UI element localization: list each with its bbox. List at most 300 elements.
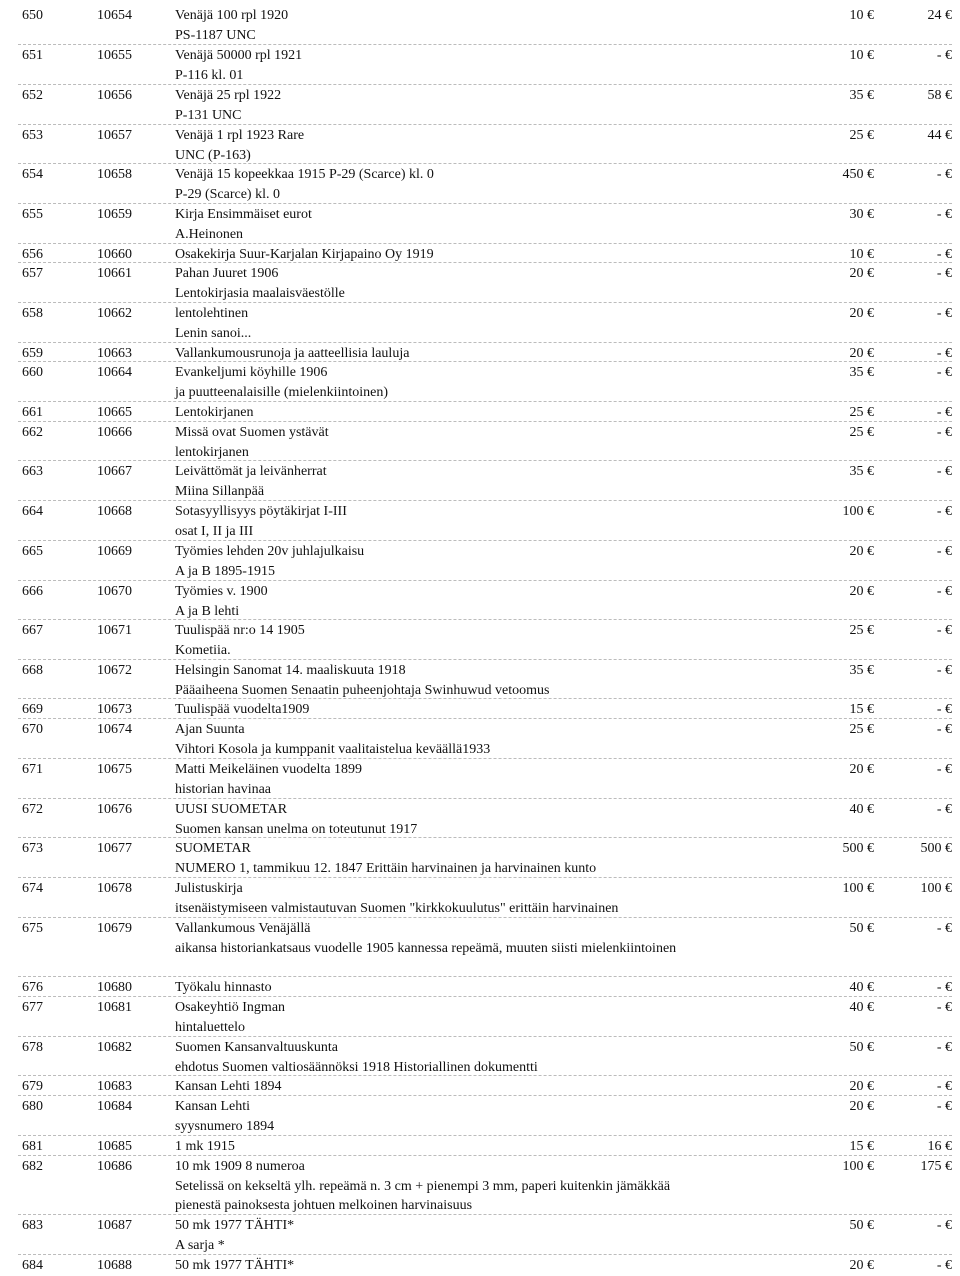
sold-price: 24 € (927, 8, 952, 23)
lot-row (18, 1077, 952, 1097)
sold-price: - € (936, 702, 952, 717)
row-divider (18, 698, 952, 699)
item-number: 663 (22, 464, 43, 479)
starting-price: 50 € (849, 921, 874, 936)
lot-id: 10676 (97, 802, 132, 817)
lot-entry (18, 46, 952, 83)
item-number: 684 (22, 1258, 43, 1273)
item-number: 670 (22, 722, 43, 737)
lot-id: 10667 (97, 464, 132, 479)
item-title: Osakekirja Suur-Karjalan Kirjapaino Oy 1919 (175, 247, 434, 262)
starting-price: 15 € (849, 1139, 874, 1154)
lot-entry (18, 760, 952, 797)
item-number: 671 (22, 762, 43, 777)
lot-row (18, 1097, 952, 1117)
sold-price: - € (936, 921, 952, 936)
item-description: P-131 UNC (175, 108, 242, 123)
item-title: 50 mk 1977 TÄHTI* (175, 1218, 295, 1233)
item-description: P-29 (Scarce) kl. 0 (175, 187, 280, 202)
item-number: 683 (22, 1218, 43, 1233)
item-number: 657 (22, 266, 43, 281)
sold-price: 58 € (927, 88, 952, 103)
row-divider (18, 401, 952, 402)
item-number: 651 (22, 48, 43, 63)
item-description-extra: pienestä painoksesta johtuen melkoinen harvinaisuus (175, 1198, 473, 1213)
row-divider (18, 758, 952, 759)
lot-row (18, 700, 952, 720)
lot-entry (18, 1137, 952, 1157)
starting-price: 10 € (849, 48, 874, 63)
lot-row (18, 1157, 952, 1177)
lot-entry (18, 205, 952, 242)
item-title: Sotasyyllisyys pöytäkirjat I-III (175, 504, 347, 519)
lot-row (18, 998, 952, 1018)
row-divider (18, 361, 952, 362)
sold-price: - € (936, 663, 952, 678)
starting-price: 15 € (849, 702, 874, 717)
row-divider (18, 1254, 952, 1255)
lot-row (18, 205, 952, 225)
lot-row (18, 1216, 952, 1236)
item-title: Työmies v. 1900 (175, 584, 268, 599)
row-divider (18, 1036, 952, 1037)
sold-price: - € (936, 425, 952, 440)
item-number: 666 (22, 584, 43, 599)
item-description: A ja B lehti (175, 604, 240, 619)
item-title: 1 mk 1915 (175, 1139, 235, 1154)
lot-entry (18, 502, 952, 539)
sold-price: 16 € (927, 1139, 952, 1154)
lot-id: 10686 (97, 1159, 132, 1174)
sold-price: 175 € (920, 1159, 952, 1174)
lot-id: 10659 (97, 207, 132, 222)
item-title: Venäjä 50000 rpl 1921 (175, 48, 303, 63)
lot-id: 10677 (97, 841, 132, 856)
lot-entry (18, 86, 952, 123)
lot-entry (18, 582, 952, 619)
sold-price: 44 € (927, 128, 952, 143)
item-number: 662 (22, 425, 43, 440)
sold-price: - € (936, 346, 952, 361)
item-number: 659 (22, 346, 43, 361)
lot-id: 10680 (97, 980, 132, 995)
starting-price: 20 € (849, 584, 874, 599)
item-description: P-116 kl. 01 (175, 68, 244, 83)
lot-row (18, 126, 952, 146)
sold-price: - € (936, 365, 952, 380)
lot-id: 10685 (97, 1139, 132, 1154)
lot-entry (18, 165, 952, 202)
item-title: 10 mk 1909 8 numeroa (175, 1159, 305, 1174)
row-divider (18, 262, 952, 263)
item-number: 667 (22, 623, 43, 638)
lot-entry (18, 1256, 952, 1276)
lot-id: 10654 (97, 8, 132, 23)
lot-id: 10684 (97, 1099, 132, 1114)
lot-entry (18, 1216, 952, 1253)
lot-entry (18, 998, 952, 1035)
sold-price: - € (936, 207, 952, 222)
row-divider (18, 1075, 952, 1076)
item-title: lentolehtinen (175, 306, 249, 321)
item-title: Kansan Lehti 1894 (175, 1079, 282, 1094)
lot-id: 10683 (97, 1079, 132, 1094)
item-number: 664 (22, 504, 43, 519)
row-divider (18, 1095, 952, 1096)
row-divider (18, 837, 952, 838)
row-divider (18, 718, 952, 719)
row-divider (18, 1155, 952, 1156)
item-title: Venäjä 15 kopeekkaa 1915 P-29 (Scarce) kl. 0 (175, 167, 434, 182)
item-title: Tuulispää nr:o 14 1905 (175, 623, 305, 638)
lot-id: 10664 (97, 365, 132, 380)
item-description: NUMERO 1, tammikuu 12. 1847 Erittäin harvinainen ja harvinainen kunto (175, 861, 597, 876)
item-number: 680 (22, 1099, 43, 1114)
lot-entry (18, 6, 952, 43)
row-divider (18, 996, 952, 997)
item-description: itsenäistymiseen valmistautuvan Suomen "kirkkokuulutus" erittäin harvinainen (175, 901, 619, 916)
lot-row (18, 1137, 952, 1157)
item-number: 675 (22, 921, 43, 936)
sold-price: - € (936, 306, 952, 321)
row-divider (18, 619, 952, 620)
lot-id: 10660 (97, 247, 132, 262)
lot-entry (18, 542, 952, 579)
row-divider (18, 243, 952, 244)
starting-price: 10 € (849, 247, 874, 262)
lot-id: 10662 (97, 306, 132, 321)
lot-id: 10675 (97, 762, 132, 777)
starting-price: 20 € (849, 1079, 874, 1094)
item-number: 672 (22, 802, 43, 817)
starting-price: 20 € (849, 762, 874, 777)
lot-row (18, 542, 952, 562)
lot-row (18, 363, 952, 383)
lot-id: 10688 (97, 1258, 132, 1273)
item-number: 658 (22, 306, 43, 321)
row-divider (18, 421, 952, 422)
starting-price: 25 € (849, 405, 874, 420)
row-divider (18, 976, 952, 977)
lot-entry (18, 304, 952, 341)
sold-price: - € (936, 802, 952, 817)
starting-price: 20 € (849, 1099, 874, 1114)
lot-id: 10671 (97, 623, 132, 638)
item-number: 652 (22, 88, 43, 103)
starting-price: 20 € (849, 306, 874, 321)
lot-id: 10661 (97, 266, 132, 281)
lot-entry (18, 1038, 952, 1075)
item-title: Ajan Suunta (175, 722, 245, 737)
starting-price: 25 € (849, 128, 874, 143)
item-title: 50 mk 1977 TÄHTI* (175, 1258, 295, 1273)
starting-price: 10 € (849, 8, 874, 23)
item-description: syysnumero 1894 (175, 1119, 275, 1134)
lot-row (18, 760, 952, 780)
starting-price: 40 € (849, 802, 874, 817)
lot-entry (18, 621, 952, 658)
lot-row (18, 582, 952, 602)
row-divider (18, 302, 952, 303)
row-divider (18, 917, 952, 918)
item-title: Missä ovat Suomen ystävät (175, 425, 329, 440)
lot-entry (18, 462, 952, 499)
item-title: Kansan Lehti (175, 1099, 251, 1114)
item-number: 665 (22, 544, 43, 559)
lot-id: 10658 (97, 167, 132, 182)
starting-price: 100 € (842, 504, 874, 519)
row-divider (18, 877, 952, 878)
sold-price: - € (936, 1079, 952, 1094)
starting-price: 25 € (849, 623, 874, 638)
sold-price: - € (936, 722, 952, 737)
lot-entry (18, 126, 952, 163)
item-description: lentokirjanen (175, 445, 249, 460)
item-description: A ja B 1895-1915 (175, 564, 275, 579)
row-divider (18, 659, 952, 660)
sold-price: - € (936, 544, 952, 559)
item-title: SUOMETAR (175, 841, 251, 856)
item-number: 650 (22, 8, 43, 23)
item-number: 677 (22, 1000, 43, 1015)
item-description: Suomen kansan unelma on toteutunut 1917 (175, 822, 418, 837)
item-number: 676 (22, 980, 43, 995)
lot-row (18, 919, 952, 939)
row-divider (18, 1214, 952, 1215)
lot-row (18, 720, 952, 740)
item-title: Suomen Kansanvaltuuskunta (175, 1040, 338, 1055)
item-number: 682 (22, 1159, 43, 1174)
sold-price: - € (936, 1040, 952, 1055)
lot-id: 10679 (97, 921, 132, 936)
sold-price: - € (936, 167, 952, 182)
item-number: 678 (22, 1040, 43, 1055)
item-description: Pääaiheena Suomen Senaatin puheenjohtaja Swinhuwud vetoomus (175, 683, 550, 698)
lot-id: 10687 (97, 1218, 132, 1233)
item-title: Evankeljumi köyhille 1906 (175, 365, 328, 380)
item-title: UUSI SUOMETAR (175, 802, 288, 817)
starting-price: 450 € (842, 167, 874, 182)
lot-id: 10672 (97, 663, 132, 678)
item-description: ja puutteenalaisille (mielenkiintoinen) (175, 385, 389, 400)
starting-price: 40 € (849, 980, 874, 995)
lot-id: 10682 (97, 1040, 132, 1055)
item-description: historian havinaa (175, 782, 272, 797)
sold-price: - € (936, 980, 952, 995)
lot-id: 10674 (97, 722, 132, 737)
item-number: 653 (22, 128, 43, 143)
lot-row (18, 661, 952, 681)
lot-entry (18, 919, 952, 956)
lot-entry (18, 264, 952, 301)
lot-row (18, 6, 952, 26)
sold-price: - € (936, 1099, 952, 1114)
row-divider (18, 84, 952, 85)
row-divider (18, 460, 952, 461)
lot-row (18, 800, 952, 820)
lot-entry (18, 720, 952, 757)
lot-row (18, 978, 952, 998)
item-number: 674 (22, 881, 43, 896)
item-title: Julistuskirja (175, 881, 243, 896)
lot-entry (18, 661, 952, 698)
starting-price: 30 € (849, 207, 874, 222)
row-divider (18, 540, 952, 541)
lot-entry (18, 879, 952, 916)
lot-entry (18, 800, 952, 837)
lot-id: 10666 (97, 425, 132, 440)
item-number: 656 (22, 247, 43, 262)
item-title: Venäjä 25 rpl 1922 (175, 88, 282, 103)
item-description: Miina Sillanpää (175, 484, 265, 499)
row-divider (18, 342, 952, 343)
item-title: Pahan Juuret 1906 (175, 266, 279, 281)
item-title: Lentokirjanen (175, 405, 254, 420)
lot-id: 10656 (97, 88, 132, 103)
lot-id: 10663 (97, 346, 132, 361)
starting-price: 50 € (849, 1218, 874, 1233)
row-divider (18, 124, 952, 125)
lot-entry (18, 1077, 952, 1097)
starting-price: 35 € (849, 365, 874, 380)
item-number: 681 (22, 1139, 43, 1154)
lot-row (18, 462, 952, 482)
starting-price: 20 € (849, 1258, 874, 1273)
item-description: osat I, II ja III (175, 524, 254, 539)
item-title: Tuulispää vuodelta1909 (175, 702, 310, 717)
lot-row (18, 621, 952, 641)
starting-price: 20 € (849, 544, 874, 559)
lot-row (18, 403, 952, 423)
starting-price: 35 € (849, 88, 874, 103)
item-description: hintaluettelo (175, 1020, 245, 1035)
item-number: 660 (22, 365, 43, 380)
item-description: UNC (P-163) (175, 148, 251, 163)
item-description: Setelissä on kekseltä ylh. repeämä n. 3 cm + pienempi 3 mm, paperi kuitenkin jämäkkää (175, 1179, 671, 1194)
lot-entry (18, 423, 952, 460)
lot-id: 10657 (97, 128, 132, 143)
item-description: PS-1187 UNC (175, 28, 256, 43)
starting-price: 35 € (849, 663, 874, 678)
item-title: Kirja Ensimmäiset eurot (175, 207, 312, 222)
item-title: Vallankumousrunoja ja aatteellisia lauluja (175, 346, 410, 361)
starting-price: 35 € (849, 464, 874, 479)
sold-price: - € (936, 1258, 952, 1273)
sold-price: - € (936, 1000, 952, 1015)
lot-entry (18, 363, 952, 400)
item-number: 669 (22, 702, 43, 717)
sold-price: - € (936, 584, 952, 599)
lot-entry (18, 839, 952, 876)
row-divider (18, 798, 952, 799)
item-description: Vihtori Kosola ja kumppanit vaalitaistelua keväällä1933 (175, 742, 491, 757)
item-number: 655 (22, 207, 43, 222)
item-description: Kometiia. (175, 643, 231, 658)
lot-entry (18, 700, 952, 720)
row-divider (18, 203, 952, 204)
starting-price: 50 € (849, 1040, 874, 1055)
starting-price: 25 € (849, 722, 874, 737)
item-title: Venäjä 100 rpl 1920 (175, 8, 289, 23)
item-number: 661 (22, 405, 43, 420)
sold-price: 100 € (920, 881, 952, 896)
row-divider (18, 500, 952, 501)
item-number: 654 (22, 167, 43, 182)
lot-row (18, 1256, 952, 1276)
lot-id: 10681 (97, 1000, 132, 1015)
item-title: Työkalu hinnasto (175, 980, 272, 995)
row-divider (18, 44, 952, 45)
lot-id: 10665 (97, 405, 132, 420)
item-number: 679 (22, 1079, 43, 1094)
starting-price: 100 € (842, 1159, 874, 1174)
item-description: aikansa historiankatsaus vuodelle 1905 kannessa repeämä, muuten siisti mielenkiintoinen (175, 941, 677, 956)
lot-entry (18, 978, 952, 998)
item-title: Osakeyhtiö Ingman (175, 1000, 286, 1015)
item-title: Venäjä 1 rpl 1923 Rare (175, 128, 305, 143)
item-description: A.Heinonen (175, 227, 244, 242)
lot-id: 10668 (97, 504, 132, 519)
lot-id: 10670 (97, 584, 132, 599)
starting-price: 20 € (849, 346, 874, 361)
starting-price: 25 € (849, 425, 874, 440)
lot-entry (18, 1157, 952, 1213)
lot-entry (18, 403, 952, 423)
lot-row (18, 1038, 952, 1058)
sold-price: - € (936, 48, 952, 63)
lot-row (18, 86, 952, 106)
sold-price: - € (936, 1218, 952, 1233)
item-description: ehdotus Suomen valtiosäännöksi 1918 Historiallinen dokumentti (175, 1060, 538, 1075)
lot-id: 10655 (97, 48, 132, 63)
item-description: A sarja * (175, 1238, 225, 1253)
sold-price: - € (936, 405, 952, 420)
item-number: 668 (22, 663, 43, 678)
item-title: Matti Meikeläinen vuodelta 1899 (175, 762, 363, 777)
item-title: Työmies lehden 20v juhlajulkaisu (175, 544, 365, 559)
lot-id: 10678 (97, 881, 132, 896)
row-divider (18, 580, 952, 581)
lot-row (18, 304, 952, 324)
lot-row (18, 165, 952, 185)
item-number: 673 (22, 841, 43, 856)
item-description: Lenin sanoi... (175, 326, 252, 341)
lot-row (18, 46, 952, 66)
lot-row (18, 502, 952, 522)
starting-price: 40 € (849, 1000, 874, 1015)
sold-price: - € (936, 623, 952, 638)
sold-price: 500 € (920, 841, 952, 856)
item-title: Helsingin Sanomat 14. maaliskuuta 1918 (175, 663, 406, 678)
starting-price: 100 € (842, 881, 874, 896)
sold-price: - € (936, 464, 952, 479)
lot-id: 10673 (97, 702, 132, 717)
lot-row (18, 264, 952, 284)
item-description: Lentokirjasia maalaisväestölle (175, 286, 345, 301)
lot-row (18, 879, 952, 899)
sold-price: - € (936, 762, 952, 777)
sold-price: - € (936, 266, 952, 281)
lot-entry (18, 1097, 952, 1134)
lot-id: 10669 (97, 544, 132, 559)
sold-price: - € (936, 504, 952, 519)
row-divider (18, 163, 952, 164)
item-title: Leivättömät ja leivänherrat (175, 464, 327, 479)
item-title: Vallankumous Venäjällä (175, 921, 311, 936)
lot-row (18, 839, 952, 859)
lot-row (18, 423, 952, 443)
starting-price: 20 € (849, 266, 874, 281)
